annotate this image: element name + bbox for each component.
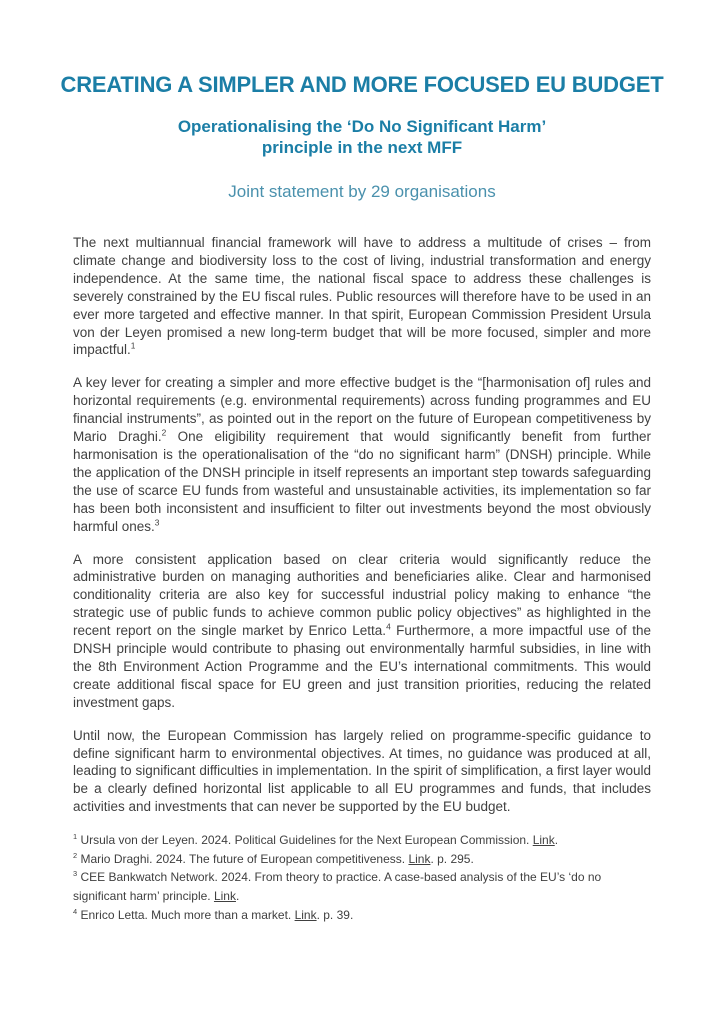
- footnote-ref: 3: [73, 869, 78, 879]
- footnote-ref: 2: [161, 427, 167, 438]
- footnote: $^3$ CEE Bankwatch Network. 2024. From theory to practice. A case-based analysis of the EU’s ‘do no significant harm’ principle. Link.: [73, 869, 602, 903]
- footnote: $^4$ Enrico Letta. Much more than a market. Link. p. 39.: [73, 906, 354, 922]
- footnote: $^2$ Mario Draghi. 2024. The future of European competitiveness. Link. p. 295.: [73, 850, 474, 866]
- document-subtitle-line1: Operationalising the ‘Do No Significant Harm’: [177, 117, 547, 136]
- body-text: [73, 234, 651, 816]
- footnote-ref: 1: [130, 340, 136, 351]
- document-content: [73, 234, 651, 924]
- footnote-ref: 1: [73, 832, 78, 842]
- footnotes: [73, 831, 651, 924]
- footnote-link[interactable]: Link: [408, 851, 431, 866]
- byline: Joint statement by 29 organisations: [228, 182, 496, 201]
- body-paragraph: Until now, the European Commission has largely relied on programme-specific guidance to define significant harm to environmental objectives. At times, no guidance was produced at all, leading to significant difficulties in implementation. In the spirit of simplification, a first layer would be a clearly defined horizontal list applicable to all EU programmes and funds, that includes activities and investments that can never be supported by the EU budget.: [73, 727, 651, 815]
- document-subtitle: [0, 116, 724, 158]
- footnote-ref: 3: [154, 517, 160, 528]
- document-title: CREATING A SIMPLER AND MORE FOCUSED EU BUDGET: [60, 72, 664, 97]
- footnote-ref: 2: [73, 850, 78, 860]
- footnote-ref: 4: [386, 621, 391, 632]
- body-paragraph: A more consistent application based on clear criteria would significantly reduce the administrative burden on managing authorities and beneficiaries alike. Clear and harmonised conditionality criteria are also key for successful industrial policy making to enhance “the strategic use of public funds to achieve common public policy objectives” as highlighted in the recent report on the single market by Enrico Letta.$^4$ Furthermore, a more impactful use of the DNSH principle would contribute to phasing out environmentally harmful subsidies, in line with the 8th Environment Action Programme and the EU’s international commitments. This would create additional fiscal space for EU green and just transition priorities, reducing the related investment gaps.: [73, 551, 652, 710]
- document-subtitle-line2: principle in the next MFF: [261, 138, 463, 157]
- footnote-link[interactable]: Link: [532, 833, 555, 848]
- footnote: $^1$ Ursula von der Leyen. 2024. Political Guidelines for the Next European Commission. Link.: [73, 832, 559, 848]
- footnote-link[interactable]: Link: [294, 907, 317, 922]
- footnote-ref: 4: [73, 906, 78, 916]
- body-paragraph: A key lever for creating a simpler and more effective budget is the “[harmonisation of] rules and horizontal requirements (e.g. environmental requirements) across funding programmes and EU financial instruments”, as pointed out in the report on the future of European competitiveness by Mario Draghi.$^2$ One eligibility requirement that would significantly benefit from further harmonisation is the operationalisation of the “do no significant harm” (DNSH) principle. While the application of the DNSH principle in itself represents an important step towards safeguarding the use of scarce EU funds from wasteful and unsustainable activities, its implementation so far has been both inconsistent and insufficient to filter out investments beyond the most obviously harmful ones.$^3$: [73, 375, 652, 534]
- body-paragraph: The next multiannual financial framework will have to address a multitude of crises – from climate change and biodiversity loss to the cost of living, industrial transformation and energy independence. At the same time, the national fiscal space to address these challenges is severely constrained by the EU fiscal rules. Public resources will therefore have to be used in an ever more targeted and effective manner. In that spirit, European Commission President Ursula von der Leyen promised a new long-term budget that will be more focused, simpler and more impactful.$^1$: [73, 235, 651, 358]
- footnote-link[interactable]: Link: [213, 888, 236, 903]
